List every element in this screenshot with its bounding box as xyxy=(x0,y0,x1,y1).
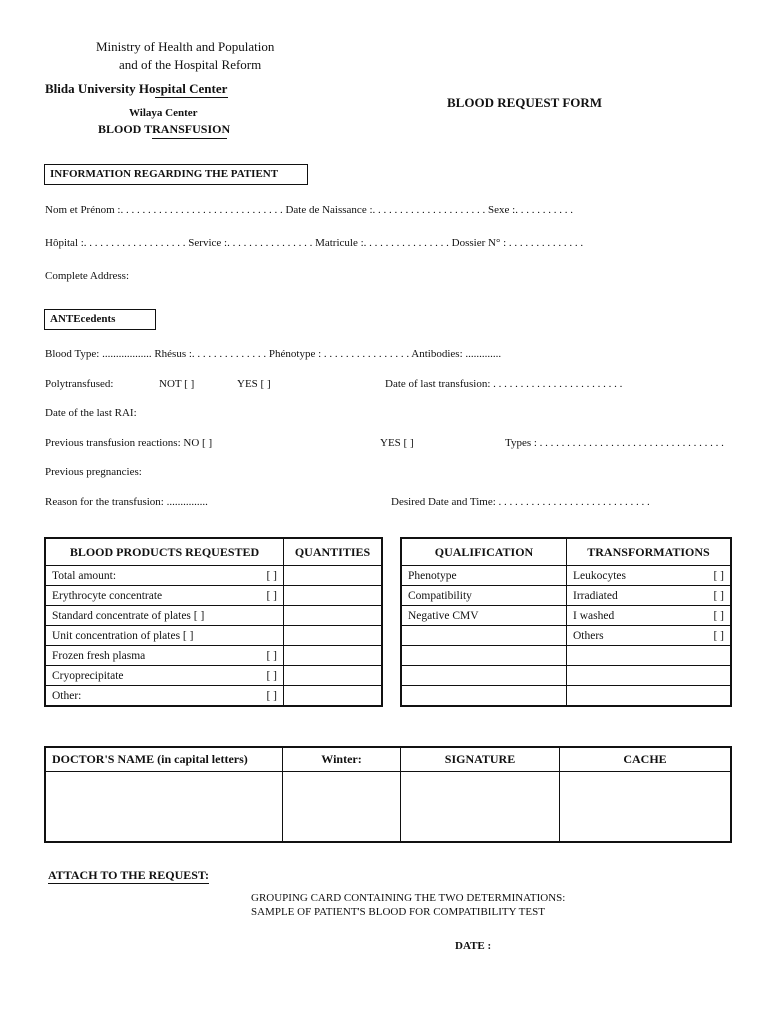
transfusion-reason: Reason for the transfusion: ............... xyxy=(45,496,208,508)
transformation-cell xyxy=(567,626,732,646)
quantity-field[interactable] xyxy=(284,686,383,707)
winter-field[interactable] xyxy=(283,772,401,843)
hospital-name: Blida University Hospital Center xyxy=(45,81,228,96)
table-row xyxy=(401,646,731,666)
doctor-name-header: DOCTOR'S NAME (in capital letters) xyxy=(45,747,283,772)
table-row xyxy=(45,606,382,626)
wilaya-center: Wilaya Center xyxy=(129,107,198,119)
cache-field[interactable] xyxy=(560,772,732,843)
patient-address-label: Complete Address: xyxy=(45,270,130,282)
previous-pregnancies: Previous pregnancies: xyxy=(45,466,142,478)
last-rai-label: Date of the last RAI: xyxy=(45,407,137,419)
blood-transfusion-label: BLOOD TRANSFUSION xyxy=(98,122,231,136)
quantity-field[interactable] xyxy=(284,606,383,626)
polytransfused-label: Polytransfused: xyxy=(45,378,114,390)
product-label: Standard concentrate of plates [ ] xyxy=(52,609,205,622)
signature-field[interactable] xyxy=(401,772,560,843)
transformation-label: I washed xyxy=(573,609,615,622)
product-label: Cryoprecipitate xyxy=(52,669,124,682)
header-underline-1 xyxy=(155,97,228,98)
quantity-field[interactable] xyxy=(284,586,383,606)
patient-hospital-line: Hôpital :. . . . . . . . . . . . . . . . . . . Service :. . . . . . . . . . . . . . . . Matricule :. . . . . . . . . . . . . . . . Dossier N° : . . . . . . . . . . . . . . xyxy=(45,237,584,249)
qualification-cell xyxy=(401,586,567,606)
antecedents-section-title: ANTEcedents xyxy=(44,309,156,330)
product-cell xyxy=(45,606,284,626)
table-row xyxy=(45,626,382,646)
transformation-label: Others xyxy=(573,629,604,642)
attach-item-blood-sample: SAMPLE OF PATIENT'S BLOOD FOR COMPATIBILITY TEST xyxy=(251,906,545,918)
quantity-field[interactable] xyxy=(284,666,383,686)
quantity-field[interactable] xyxy=(284,566,383,586)
qualification-cell xyxy=(401,686,567,707)
blood-products-table xyxy=(44,537,383,707)
patient-section-title: INFORMATION REGARDING THE PATIENT xyxy=(44,164,308,185)
product-cell xyxy=(45,586,284,606)
header-underline-2 xyxy=(152,138,227,139)
transformation-checkbox[interactable]: [ ] xyxy=(713,629,724,642)
product-cell xyxy=(45,646,284,666)
product-label: Total amount: xyxy=(52,569,117,582)
previous-reactions: Previous transfusion reactions: NO [ ] xyxy=(45,437,213,449)
winter-header: Winter: xyxy=(283,747,401,772)
transformation-cell xyxy=(567,666,732,686)
table-row xyxy=(45,646,382,666)
qualification-table xyxy=(400,537,732,707)
transformation-checkbox[interactable]: [ ] xyxy=(713,589,724,602)
product-cell xyxy=(45,686,284,707)
quantity-field[interactable] xyxy=(284,646,383,666)
transformations-header: TRANSFORMATIONS xyxy=(567,538,732,566)
form-title: BLOOD REQUEST FORM xyxy=(447,95,603,110)
table-row xyxy=(401,606,731,626)
table-row xyxy=(45,586,382,606)
blood-type-line: Blood Type: .................. Rhésus :. . . . . . . . . . . . . . Phénotype : . . . . . . . . . . . . . . . . Antibodies: ............. xyxy=(45,348,502,360)
transformation-label: Irradiated xyxy=(573,589,618,602)
quantity-field[interactable] xyxy=(284,626,383,646)
qualification-label: Phenotype xyxy=(408,569,457,582)
qualification-cell xyxy=(401,626,567,646)
product-label: Other: xyxy=(52,689,82,702)
polytransfused-not: NOT [ ] xyxy=(159,378,195,390)
product-label: Unit concentration of plates [ ] xyxy=(52,629,194,642)
transformation-checkbox[interactable]: [ ] xyxy=(713,609,724,622)
product-cell xyxy=(45,626,284,646)
qualification-header: QUALIFICATION xyxy=(401,538,567,566)
qualification-cell xyxy=(401,566,567,586)
qualification-label: Negative CMV xyxy=(408,609,479,622)
table-row xyxy=(45,566,382,586)
table-row xyxy=(401,586,731,606)
transformation-cell xyxy=(567,646,732,666)
table-row xyxy=(401,566,731,586)
transformation-cell xyxy=(567,586,732,606)
polytransfused-yes: YES [ ] xyxy=(237,378,271,390)
quantities-header: QUANTITIES xyxy=(284,538,383,566)
product-checkbox[interactable]: [ ] xyxy=(266,689,277,702)
qualification-cell xyxy=(401,646,567,666)
products-header: BLOOD PRODUCTS REQUESTED xyxy=(45,538,284,566)
table-row xyxy=(45,686,382,707)
signature-header: SIGNATURE xyxy=(401,747,560,772)
table-row xyxy=(401,666,731,686)
patient-identity-line: Nom et Prénom :. . . . . . . . . . . . . . . . . . . . . . . . . . . . . . Date de Naissance :. . . . . . . . . . . . . . . . . . . . . Sexe :. . . . . . . . . . . xyxy=(45,204,573,216)
last-transfusion-date: Date of last transfusion: . . . . . . . . . . . . . . . . . . . . . . . . xyxy=(385,378,623,390)
qualification-label: Compatibility xyxy=(408,589,472,602)
cache-header: CACHE xyxy=(560,747,732,772)
doctor-name-field[interactable] xyxy=(45,772,283,843)
qualification-cell xyxy=(401,606,567,626)
transformation-cell xyxy=(567,686,732,707)
qualification-cell xyxy=(401,666,567,686)
table-row xyxy=(45,666,382,686)
transformation-label: Leukocytes xyxy=(573,569,627,582)
attach-item-grouping-card: GROUPING CARD CONTAINING THE TWO DETERMINATIONS: xyxy=(251,892,566,904)
product-checkbox[interactable]: [ ] xyxy=(266,669,277,682)
product-cell xyxy=(45,666,284,686)
previous-reactions-yes: YES [ ] xyxy=(380,437,414,449)
transformation-checkbox[interactable]: [ ] xyxy=(713,569,724,582)
desired-date-time: Desired Date and Time: . . . . . . . . . . . . . . . . . . . . . . . . . . . . xyxy=(391,496,650,508)
table-row xyxy=(401,686,731,707)
doctor-table xyxy=(44,746,732,843)
reaction-types: Types : . . . . . . . . . . . . . . . . . . . . . . . . . . . . . . . . . . xyxy=(505,437,724,449)
product-label: Erythrocyte concentrate xyxy=(52,589,163,602)
transformation-cell xyxy=(567,606,732,626)
product-checkbox[interactable]: [ ] xyxy=(266,649,277,662)
product-checkbox[interactable]: [ ] xyxy=(266,589,277,602)
table-row xyxy=(401,626,731,646)
transformation-cell xyxy=(567,566,732,586)
product-cell xyxy=(45,566,284,586)
ministry-line-2: and of the Hospital Reform xyxy=(119,57,262,72)
product-label: Frozen fresh plasma xyxy=(52,649,146,662)
ministry-line-1: Ministry of Health and Population xyxy=(96,39,275,54)
date-label: DATE : xyxy=(455,940,492,952)
attach-title: ATTACH TO THE REQUEST: xyxy=(48,868,210,882)
product-checkbox[interactable]: [ ] xyxy=(266,569,277,582)
